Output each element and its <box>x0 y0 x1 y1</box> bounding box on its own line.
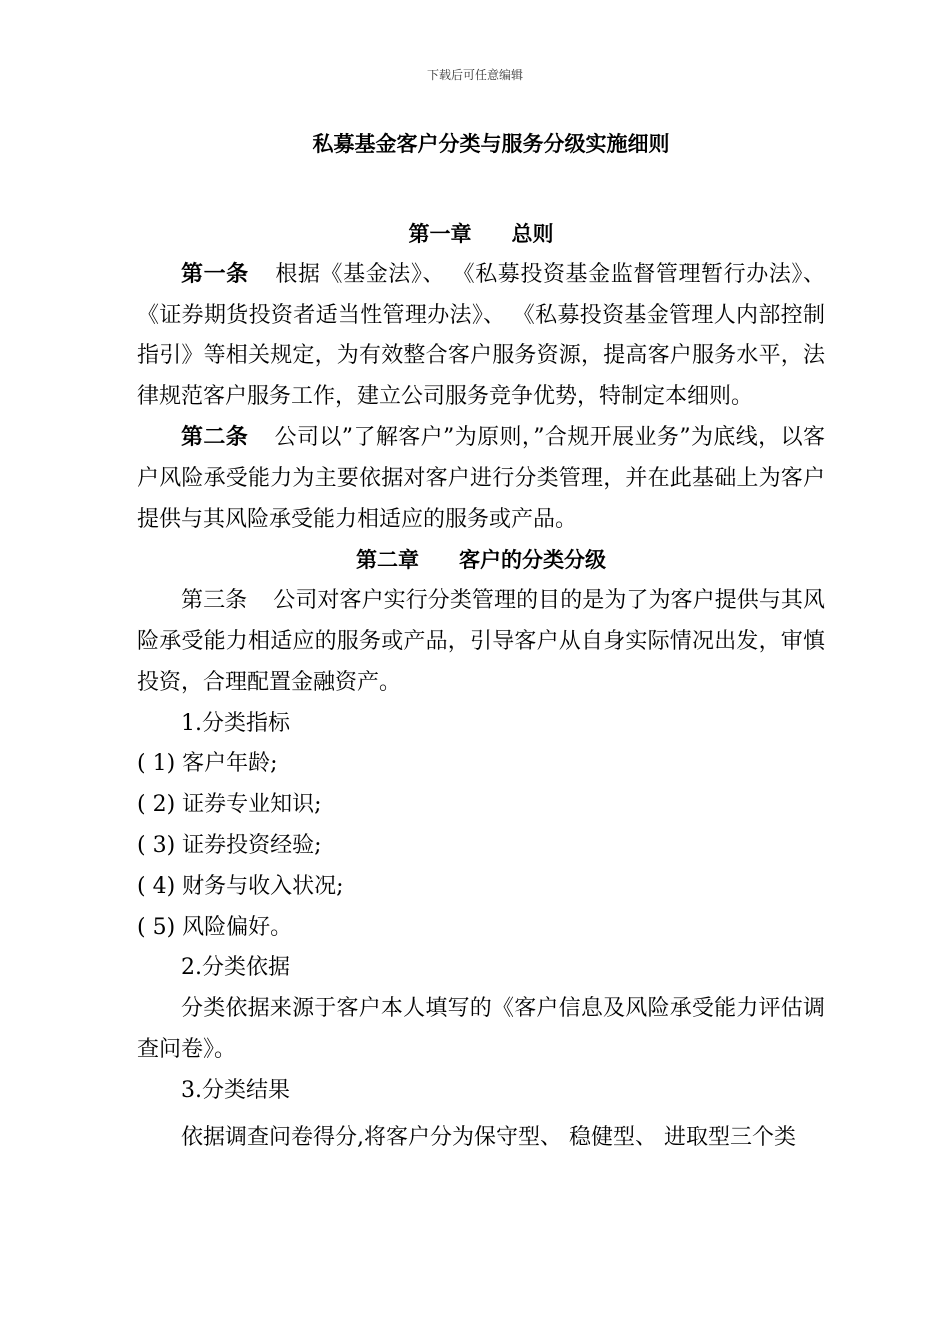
document-title: 私募基金客户分类与服务分级实施细则 <box>312 132 670 156</box>
indicator-item: ( 1) 客户年龄; <box>137 751 278 777</box>
chapter-2-name: 客户的分类分级 <box>459 548 606 573</box>
chapter-1-label: 第一章 <box>408 222 472 246</box>
section-2-text: 分类依据来源于客户本人填写的《客户信息及风险承受能力评估调查问卷》。 <box>137 996 825 1062</box>
article-1-text: 根据《基金法》、 《私募投资基金监督管理暂行办法》、 《证券期货投资者适当性管理办法》、 《私募投资基金管理人内部控制指引》等相关规定，为有效整合客户服务资源，提高客户服务水平，法律规范客户服务工作，建立公司服务竞争优势，特制定本细则。 <box>137 261 825 410</box>
section-3-title: 3.分类结果 <box>181 1077 290 1103</box>
article-1 <box>137 255 825 418</box>
section-3-text: 依据调查问卷得分,将客户分为保守型、 稳健型、 进取型三个类 <box>181 1124 796 1150</box>
article-2 <box>137 418 825 540</box>
indicator-item: ( 5) 风险偏好。 <box>137 914 293 940</box>
article-3-label: 第三条 <box>181 588 248 614</box>
chapter-1-name: 总则 <box>511 222 554 246</box>
indicator-item: ( 2) 证券专业知识; <box>137 792 322 818</box>
article-2-label: 第二条 <box>181 424 249 450</box>
indicator-item: ( 4) 财务与收入状况; <box>137 873 344 899</box>
document-body <box>137 214 825 1158</box>
chapter-2-label: 第二章 <box>356 548 419 573</box>
chapter-1-heading <box>137 214 825 255</box>
indicator-item: ( 3) 证券投资经验; <box>137 832 322 858</box>
section-2-title: 2.分类依据 <box>181 955 290 981</box>
chapter-2-heading <box>137 540 825 581</box>
article-3-text: 公司对客户实行分类管理的目的是为了为客户提供与其风险承受能力相适应的服务或产品，引导客户从自身实际情况出发，审慎投资，合理配置金融资产。 <box>137 588 825 695</box>
page-header-note: 下载后可任意编辑 <box>426 68 523 82</box>
section-1-title: 1.分类指标 <box>181 710 290 736</box>
article-1-label: 第一条 <box>181 261 249 287</box>
article-2-text: 公司以”了解客户”为原则，”合规开展业务”为底线，以客户风险承受能力为主要依据对客户进行分类管理，并在此基础上为客户提供与其风险承受能力相适应的服务或产品。 <box>137 424 825 532</box>
article-3 <box>137 581 825 703</box>
